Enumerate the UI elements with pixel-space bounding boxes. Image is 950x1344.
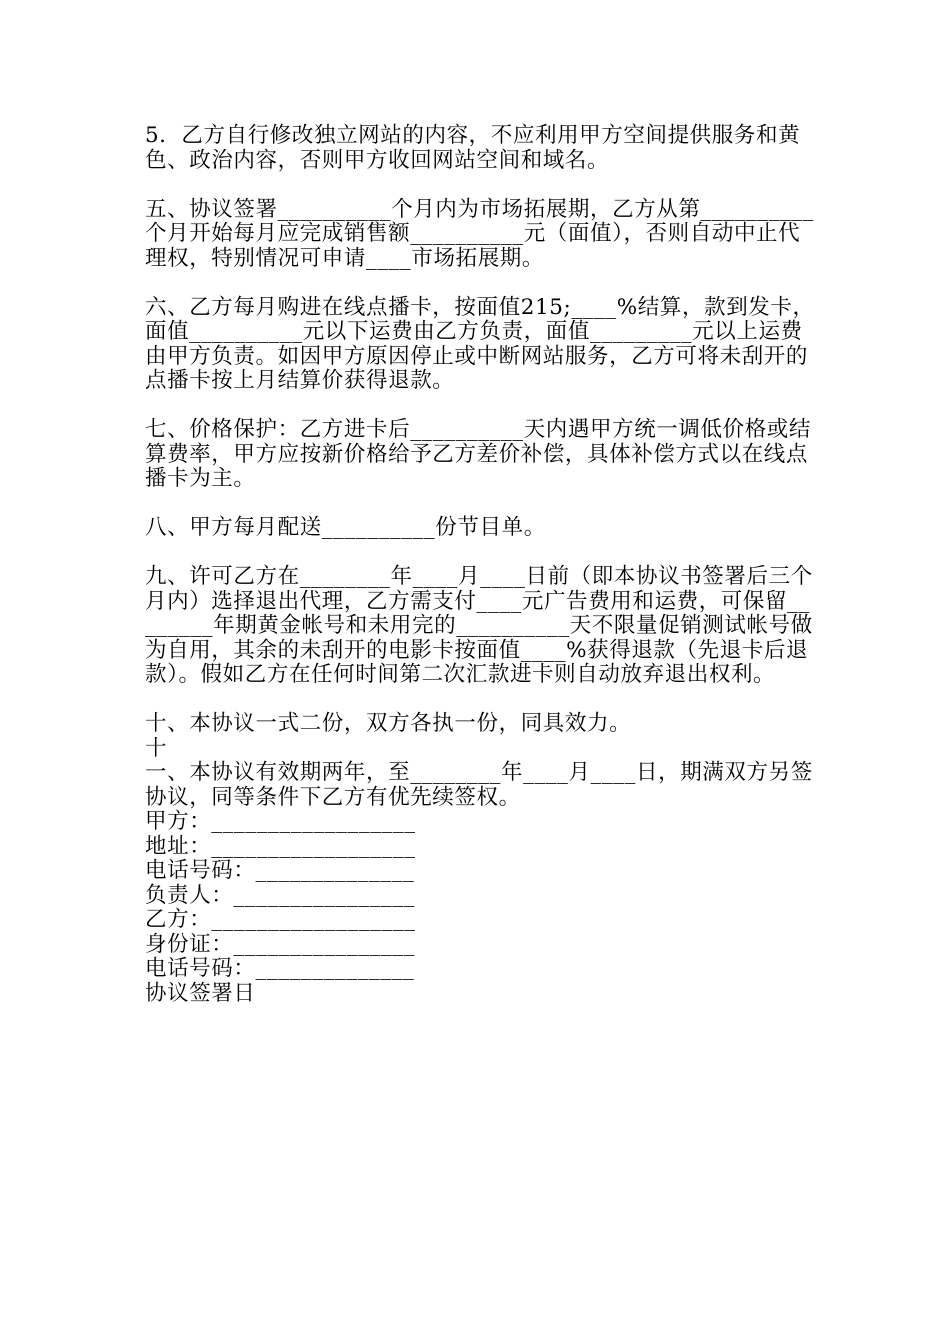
spacer (145, 688, 815, 713)
clause-program-list: 八、甲方每月配送__________份节目单。 (145, 515, 546, 540)
sign-date: 协议签署日 (145, 980, 256, 1006)
spacer (145, 271, 815, 296)
spacer (145, 173, 815, 198)
spacer (145, 541, 815, 566)
contract-page (145, 124, 815, 1006)
clause-copies: 十、本协议一式二份，双方各执一份，同具效力。 (145, 711, 632, 736)
spacer (145, 492, 815, 517)
clause-exit: 九、许可乙方在________年____月____日前（即本协议书签署后三个月内）选择退出代理，乙方需支付____元广告费用和运费，可保留________年期黄金帐号和未用完的__________天不限量促销测试帐号做为自用，其余的未刮开的电影卡按面值____%获得退款（先退卡后退款）。假如乙方在任何时间第二次汇款进卡则自动放弃退出权利。 (145, 564, 813, 687)
sign-phone-a: 电话号码：______________ (145, 858, 415, 883)
sign-party-b: 乙方：__________________ (145, 907, 416, 932)
clause-5: 5．乙方自行修改独立网站的内容，不应利用甲方空间提供服务和黄色、政治内容，否则甲方收回网站空间和域名。 (145, 123, 801, 173)
sign-party-a: 甲方：__________________ (145, 809, 416, 834)
sign-responsible: 负责人：________________ (145, 882, 416, 908)
clause-validity: 一、本协议有效期两年，至________年____月____日，期满双方另签协议，同等条件下乙方有优先续签权。 (145, 760, 813, 810)
clause-market-period: 五、协议签署__________个月内为市场拓展期，乙方从第__________个月开始每月应完成销售额__________元（面值），否则自动中止代理权，特别情况可申请____市场拓展期。 (145, 196, 815, 271)
clause-validity-head: 十 (145, 735, 168, 761)
sign-phone-b: 电话号码：______________ (145, 956, 415, 981)
clause-price-protection: 七、价格保护：乙方进卡后__________天内遇甲方统一调低价格或结算费率，甲方应按新价格给予乙方差价补偿，具体补偿方式以在线点播卡为主。 (145, 417, 812, 491)
sign-id-card: 身份证：________________ (145, 931, 416, 957)
clause-purchase: 六、乙方每月购进在线点播卡，按面值215;____%结算，款到发卡，面值__________元以下运费由乙方负责，面值_________元以上运费由甲方负责。如因甲方原因停止或中断网站服务，乙方可将未刮开的点播卡按上月结算价获得退款。 (145, 294, 815, 393)
spacer (145, 394, 815, 419)
sign-address: 地址：__________________ (145, 833, 416, 859)
